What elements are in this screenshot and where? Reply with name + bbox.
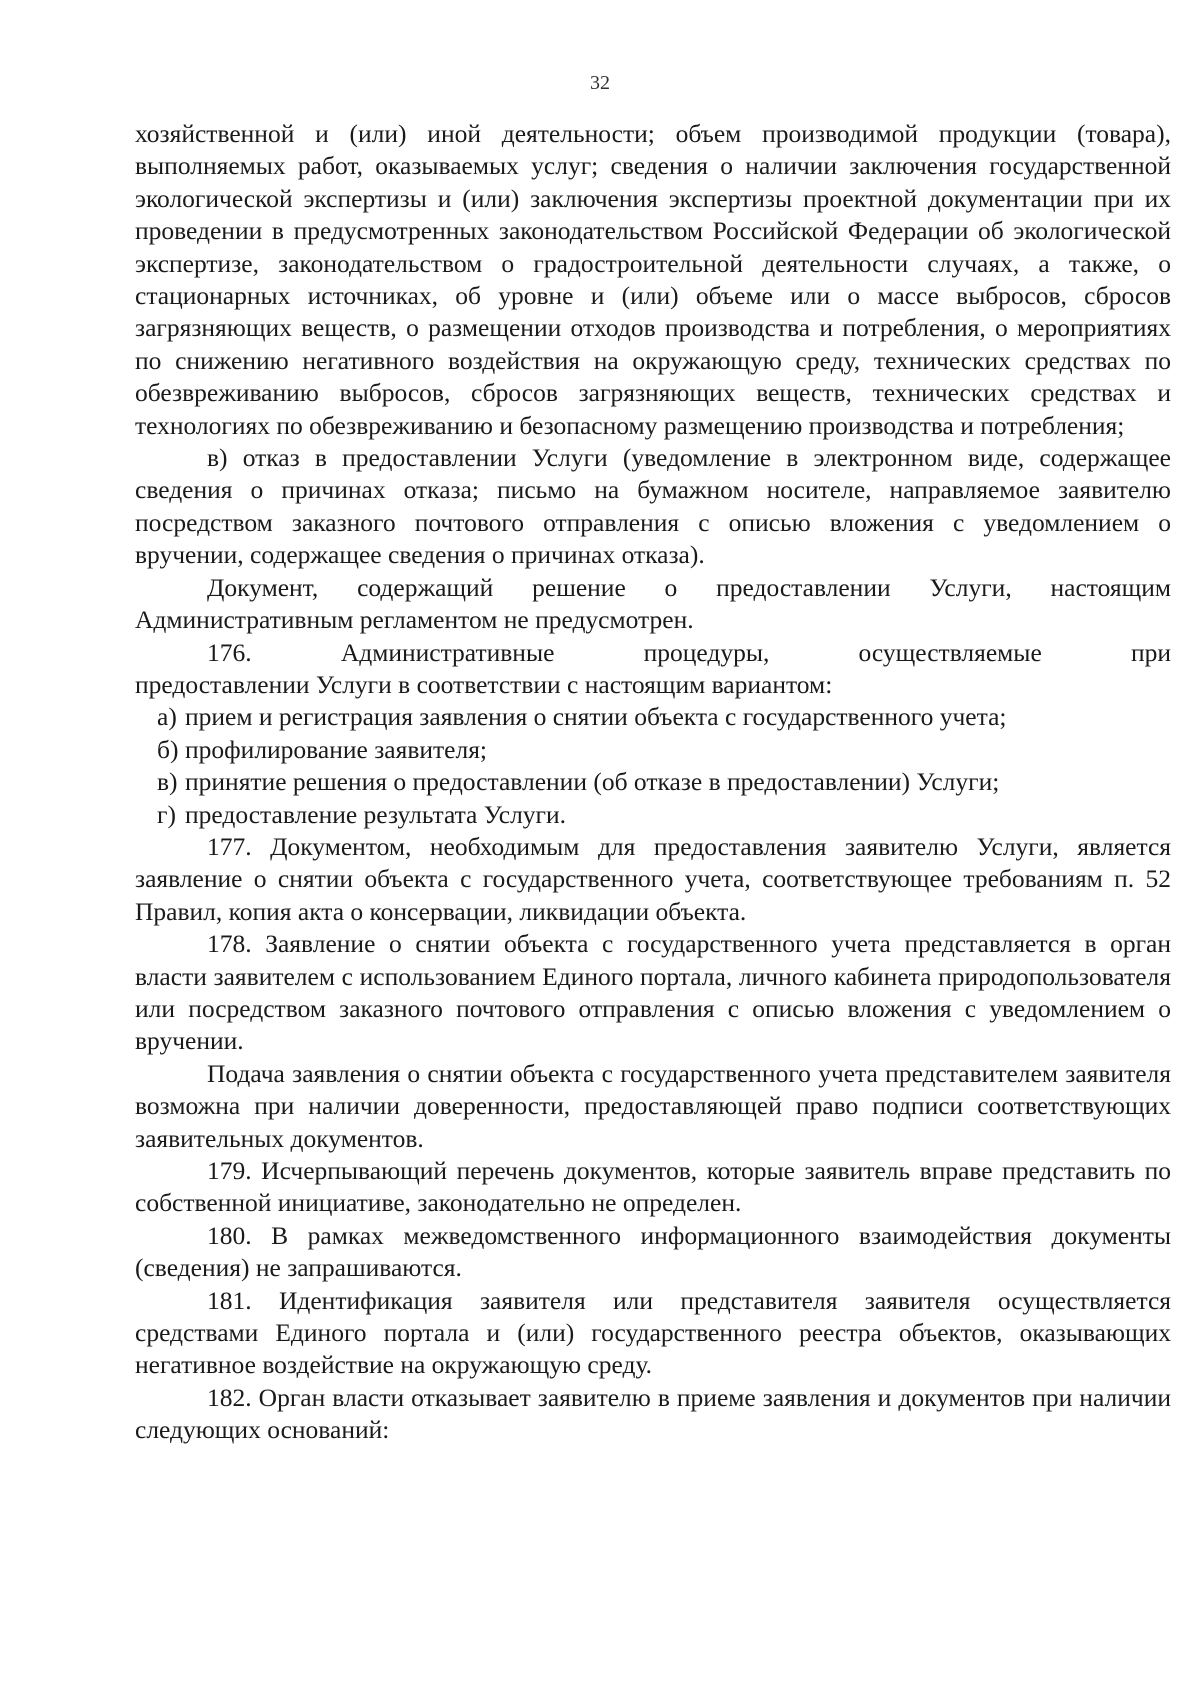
paragraph-continuation: хозяйственной и (или) иной деятельности; объем производимой продукции (товара), выполняемых работ, оказываемых услуг; сведения о наличии заключения государственной экологической экспертизы и (или) заключения экспертизы проектной документации при их проведении в предусмотренных законодательством Российской Федерации об экологической экспертизе, законодательством о градостроительной деятельности случаях, а также, о стационарных источниках, об уровне и (или) объеме или о массе выбросов, сбросов загрязняющих веществ, о размещении отходов производства и потребления, о мероприятиях по снижению негативного воздействия на окружающую среду, технических средствах по обезвреживанию выбросов, сбросов загрязняющих веществ, технических средствах и технологиях по обезвреживанию и безопасному размещению производства и потребления; xyxy=(135,119,1171,440)
list-item xyxy=(135,799,1171,831)
paragraph-178: 178. Заявление о снятии объекта с государственного учета представляется в орган власти заявителем с использованием Единого портала, личного кабинета природопользователя или посредством заказного почтового отправления с описью вложения с уведомлением о вручении. xyxy=(135,929,1171,1056)
paragraph-176-rest: предоставлении Услуги в соответствии с настоящим вариантом: xyxy=(135,669,833,699)
list-item-text: принятие решения о предоставлении (об отказе в предоставлении) Услуги; xyxy=(185,767,1000,797)
paragraph-177: 177. Документом, необходимым для предоставления заявителю Услуги, является заявление о снятии объекта с государственного учета, соответствующее требованиям п. 52 Правил, копия акта о консервации, ликвидации объекта. xyxy=(135,831,1171,926)
list-item xyxy=(135,766,1171,798)
paragraph-178-representative: Подача заявления о снятии объекта с государственного учета представителем заявителя возможна при наличии доверенности, предоставляющей право подписи соответствующих заявительных документов. xyxy=(135,1058,1171,1153)
page-number: 32 xyxy=(590,72,610,94)
paragraph-181: 181. Идентификация заявителя или представителя заявителя осуществляется средствами Единого портала и (или) государственного реестра объектов, оказывающих негативное воздействие на окружающую среду. xyxy=(135,1285,1171,1380)
paragraph-176-first-line: 176. Административные процедуры, осуществляемые при xyxy=(207,637,1171,667)
list-marker: в) xyxy=(157,767,178,797)
list-marker: б) xyxy=(157,734,179,764)
list-item xyxy=(135,701,1171,733)
list-marker: а) xyxy=(157,702,177,732)
paragraph-182: 182. Орган власти отказывает заявителю в приеме заявления и документов при наличии следующих оснований: xyxy=(135,1382,1171,1445)
list-item-text: предоставление результата Услуги. xyxy=(185,799,567,829)
paragraph-180: 180. В рамках межведомственного информационного взаимодействия документы (сведения) не запрашиваются. xyxy=(135,1220,1171,1283)
list-item-text: прием и регистрация заявления о снятии объекта с государственного учета; xyxy=(185,702,1007,732)
paragraph-refusal: в) отказ в предоставлении Услуги (уведомление в электронном виде, содержащее сведения о причинах отказа; письмо на бумажном носителе, направляемое заявителю посредством заказного почтового отправления с описью вложения с уведомлением о вручении, содержащее сведения о причинах отказа). xyxy=(135,443,1171,570)
paragraph-document-decision: Документ, содержащий решение о предоставлении Услуги, настоящим Административным регламентом не предусмотрен. xyxy=(135,572,1171,635)
paragraph-179: 179. Исчерпывающий перечень документов, которые заявитель вправе представить по собственной инициативе, законодательно не определен. xyxy=(135,1156,1171,1218)
list-marker: г) xyxy=(157,799,176,829)
list-item xyxy=(135,734,1171,766)
document-body xyxy=(135,118,1171,1447)
list-item-text: профилирование заявителя; xyxy=(185,734,488,764)
